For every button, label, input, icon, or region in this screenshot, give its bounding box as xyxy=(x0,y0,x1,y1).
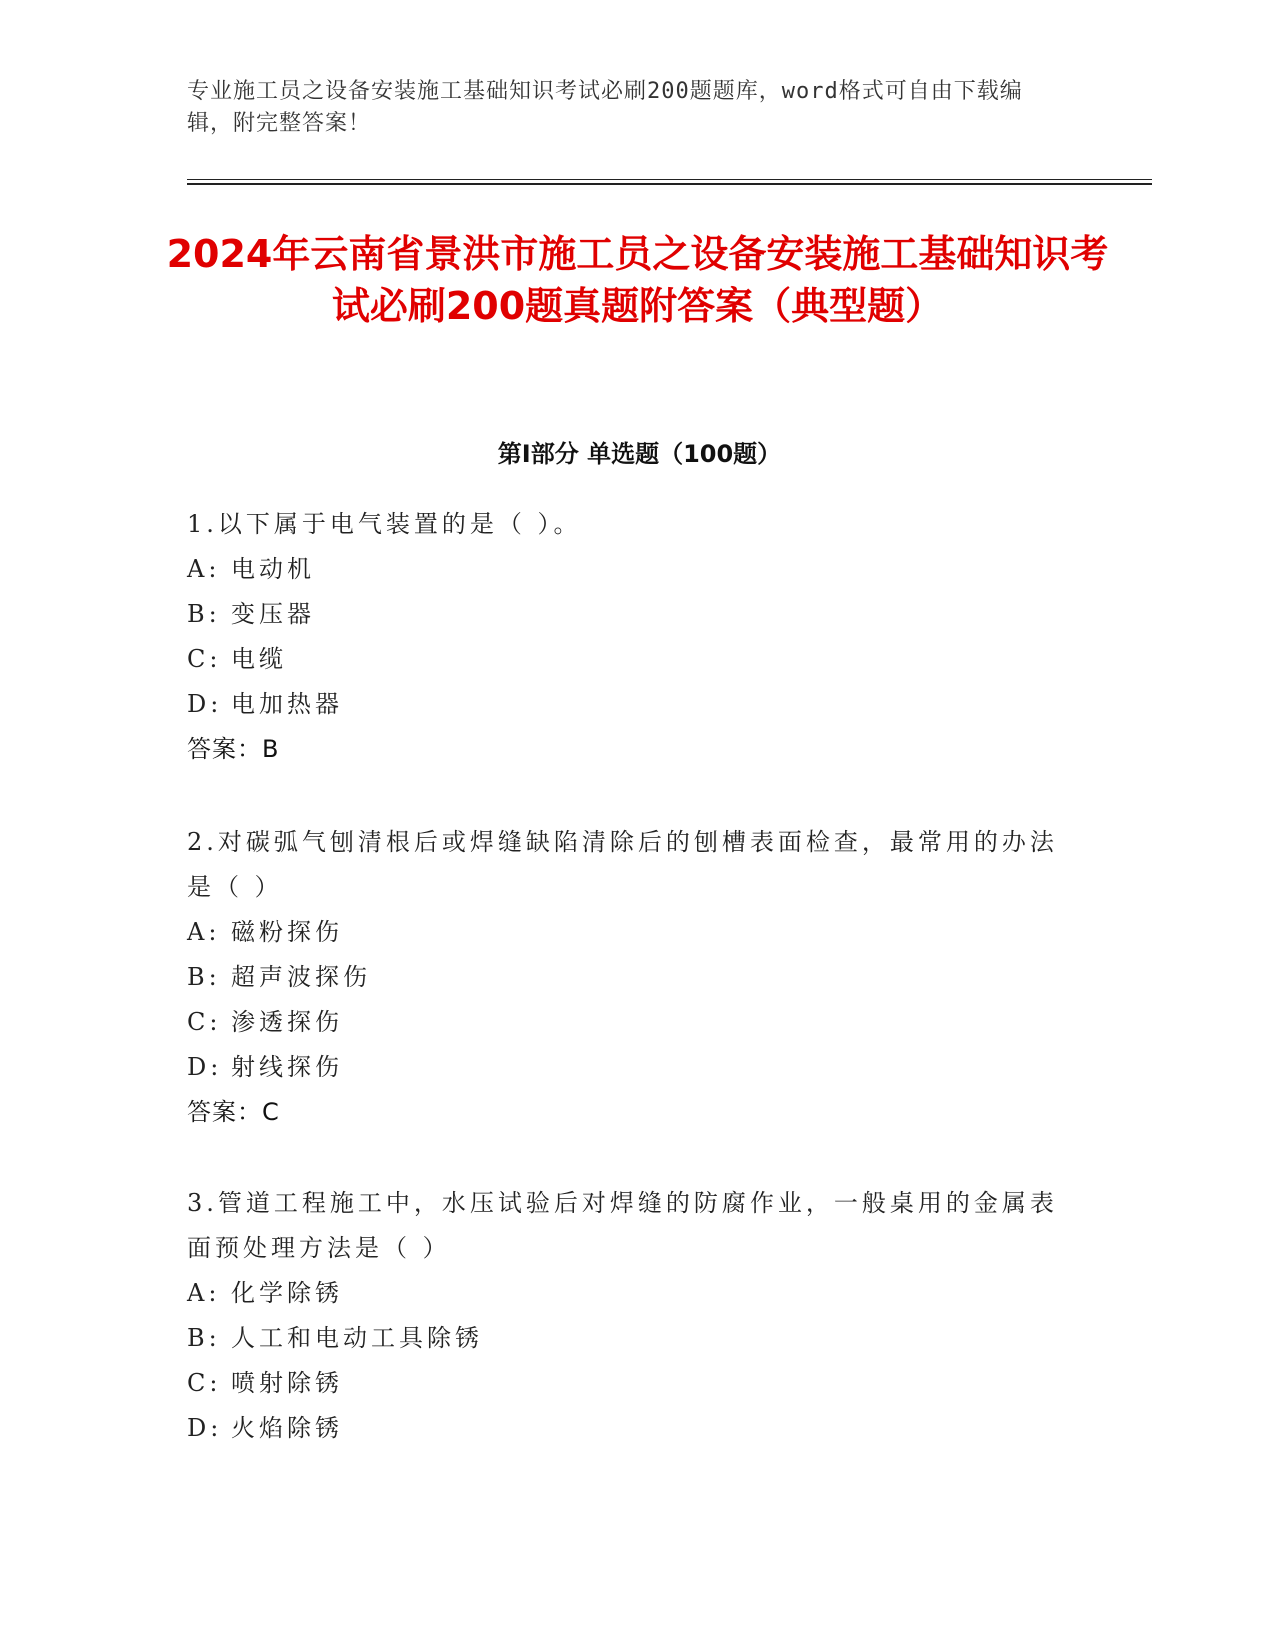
option-c xyxy=(187,1361,1067,1406)
option-text: 电动机 xyxy=(231,555,315,583)
option-d xyxy=(187,682,1067,727)
option-text: 人工和电动工具除锈 xyxy=(231,1324,483,1352)
option-a xyxy=(187,1271,1067,1316)
question-stem: 2.对碳弧气刨清根后或焊缝缺陷清除后的刨槽表面检查，最常用的办法是（ ） xyxy=(187,828,1058,901)
answer-line: 答案：B xyxy=(187,735,280,763)
option-text: 化学除锈 xyxy=(231,1279,343,1307)
option-key: A: xyxy=(187,918,221,946)
option-a xyxy=(187,910,1067,955)
option-text: 电缆 xyxy=(231,645,287,673)
option-text: 渗透探伤 xyxy=(231,1008,343,1036)
option-text: 电加热器 xyxy=(231,690,343,718)
question-2 xyxy=(187,820,1067,1135)
option-key: B: xyxy=(187,1324,221,1352)
option-text: 变压器 xyxy=(231,600,315,628)
section-heading: 第Ⅰ部分 单选题（100题） xyxy=(497,440,782,468)
answer-line: 答案：C xyxy=(187,1098,280,1126)
option-key: D: xyxy=(187,1053,223,1081)
option-text: 火焰除锈 xyxy=(231,1414,343,1442)
option-key: D: xyxy=(187,690,223,718)
option-key: D: xyxy=(187,1414,223,1442)
option-b xyxy=(187,592,1067,637)
document-title: 2024年云南省景洪市施工员之设备安装施工基础知识考试必刷200题真题附答案（典型题） xyxy=(166,232,1109,328)
option-b xyxy=(187,955,1067,1000)
header-divider-thin xyxy=(187,179,1152,180)
option-text: 射线探伤 xyxy=(231,1053,343,1081)
option-key: B: xyxy=(187,600,221,628)
option-key: C: xyxy=(187,645,222,673)
option-key: C: xyxy=(187,1008,222,1036)
option-a xyxy=(187,547,1067,592)
header-note: 专业施工员之设备安装施工基础知识考试必刷200题题库，word格式可自由下载编辑，附完整答案！ xyxy=(187,79,1023,136)
option-text: 磁粉探伤 xyxy=(231,918,343,946)
option-b xyxy=(187,1316,1067,1361)
option-key: A: xyxy=(187,1279,221,1307)
question-3 xyxy=(187,1181,1067,1451)
option-d xyxy=(187,1045,1067,1090)
option-text: 超声波探伤 xyxy=(231,963,371,991)
question-stem: 1.以下属于电气装置的是（ ）。 xyxy=(187,510,582,538)
option-key: A: xyxy=(187,555,221,583)
option-c xyxy=(187,1000,1067,1045)
option-key: B: xyxy=(187,963,221,991)
option-d xyxy=(187,1406,1067,1451)
option-c xyxy=(187,637,1067,682)
question-1 xyxy=(187,502,1067,772)
option-key: C: xyxy=(187,1369,222,1397)
question-stem: 3.管道工程施工中，水压试验后对焊缝的防腐作业，一般桌用的金属表面预处理方法是（ ） xyxy=(187,1189,1058,1262)
option-text: 喷射除锈 xyxy=(231,1369,343,1397)
header-divider-thick xyxy=(187,183,1152,185)
